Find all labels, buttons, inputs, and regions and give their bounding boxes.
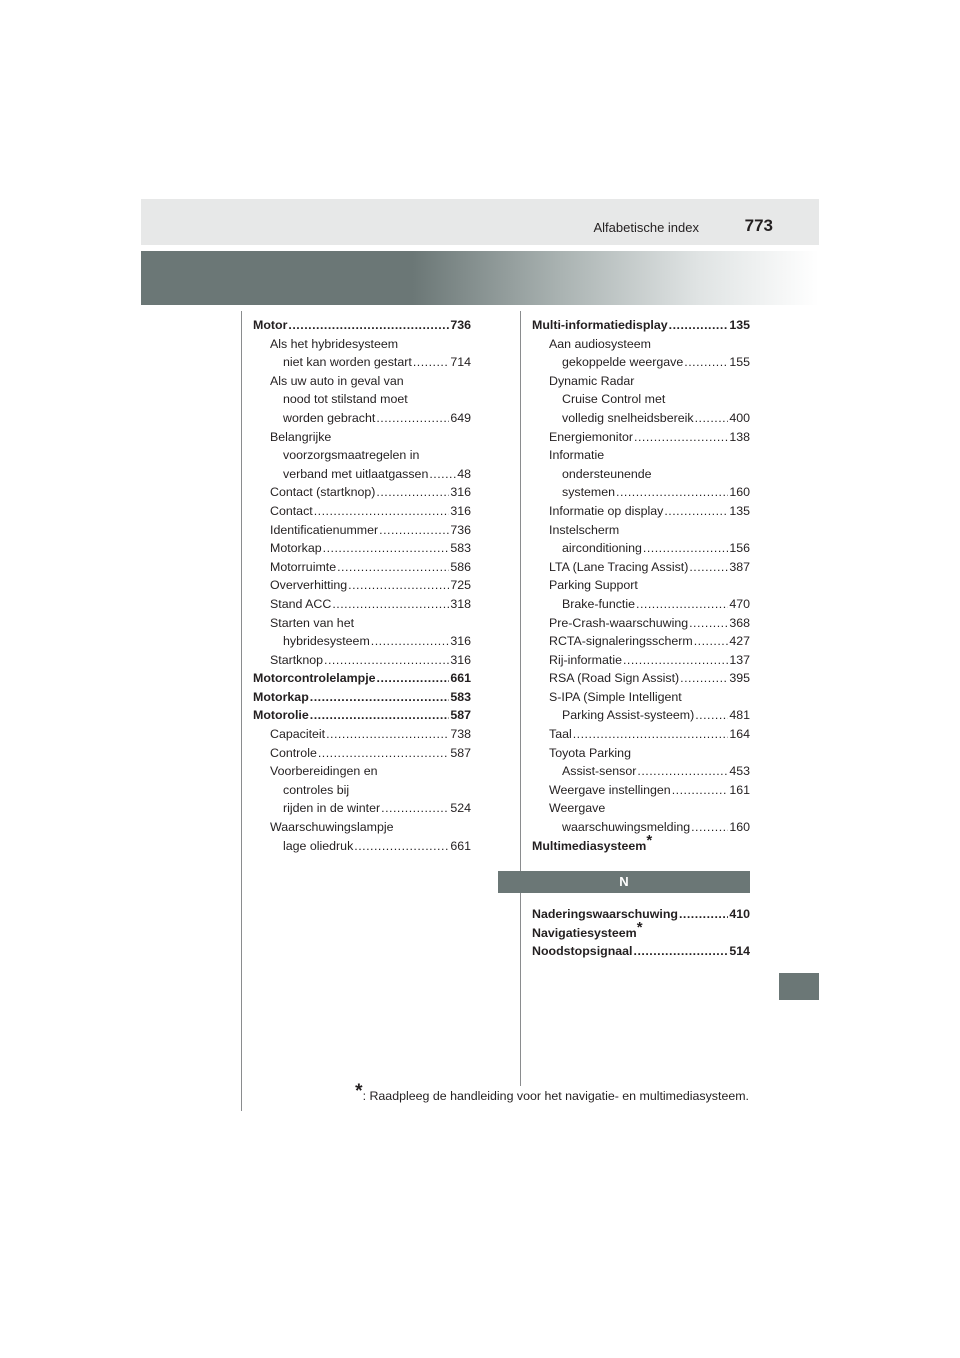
index-subentry: [532, 799, 750, 818]
entry-text: voorzorgsmaatregelen in: [283, 448, 420, 463]
index-subentry: [253, 614, 471, 633]
entry-text: systemen: [562, 485, 616, 500]
entry-text: Motorcontrolelampje: [253, 671, 376, 686]
page-reference: 156: [729, 541, 750, 556]
page-reference: 316: [450, 634, 471, 649]
header-band: [141, 199, 819, 245]
entry-text: Informatie: [549, 448, 605, 463]
page-reference: 583: [450, 689, 471, 704]
entry-text: Motorruimte: [270, 559, 337, 574]
page-reference: 738: [450, 727, 471, 742]
index-subentry: [532, 521, 750, 540]
page-reference: 368: [729, 615, 750, 630]
footnote: [355, 1081, 749, 1103]
page-reference: 48: [457, 466, 471, 481]
index-subentry: [532, 353, 750, 372]
page-reference: 514: [729, 944, 750, 959]
index-subentry: [532, 576, 750, 595]
page-reference: 318: [450, 596, 471, 611]
entry-text: niet kan worden gestart: [283, 355, 412, 370]
entry-text: Weergave instellingen: [549, 782, 671, 797]
page-reference: 481: [729, 708, 750, 723]
entry-text: gekoppelde weergave: [562, 355, 684, 370]
entry-text: Contact: [270, 503, 313, 518]
page-reference: 135: [729, 318, 750, 332]
page-reference: 736: [450, 318, 471, 332]
leader-dots: [288, 316, 449, 335]
index-subentry: [532, 558, 750, 577]
page-reference: 155: [729, 355, 750, 370]
entry-text: verband met uitlaatgassen: [283, 466, 429, 481]
index-entry: [253, 688, 471, 707]
index-subentry: [532, 632, 750, 651]
leader-dots: [689, 558, 728, 577]
page-reference: 160: [729, 820, 750, 835]
page-reference: 714: [450, 355, 471, 370]
leader-dots: [694, 632, 729, 651]
page-reference: 587: [450, 745, 471, 760]
entry-text: airconditioning: [562, 541, 642, 556]
page-reference: 725: [450, 578, 471, 593]
index-subentry: [253, 390, 471, 409]
index-entry: [532, 831, 750, 856]
leader-dots: [348, 576, 449, 595]
index-subentry: [532, 502, 750, 521]
entry-text: Oververhitting: [270, 578, 348, 593]
footnote-marker: *: [355, 1081, 363, 1102]
page-reference: 649: [450, 410, 471, 425]
entry-text: controles bij: [283, 782, 350, 797]
entry-text: RCTA-signaleringsscherm: [549, 634, 693, 649]
index-entry: [532, 942, 750, 961]
entry-text: Dynamic Radar: [549, 373, 635, 388]
page-reference: 470: [729, 596, 750, 611]
index-subentry: [532, 706, 750, 725]
index-subentry: [253, 558, 471, 577]
leader-dots: [643, 539, 728, 558]
leader-dots: [379, 521, 449, 540]
leader-dots: [636, 595, 728, 614]
index-subentry: [253, 799, 471, 818]
page-number: 773: [744, 216, 773, 235]
leader-dots: [323, 539, 450, 558]
index-subentry: [253, 725, 471, 744]
leader-dots: [310, 706, 450, 725]
page-reference: 587: [450, 708, 471, 723]
leader-dots: [376, 483, 449, 502]
entry-text: Multimediasysteem: [532, 838, 647, 853]
index-entry: [253, 316, 471, 335]
leader-dots: [689, 614, 728, 633]
leader-dots: [413, 353, 450, 372]
decorative-banner: [141, 251, 819, 305]
entry-text: Informatie op display: [549, 503, 664, 518]
entry-text: Als het hybridesysteem: [270, 336, 399, 351]
entry-text: Brake-functie: [562, 596, 636, 611]
entry-text: Stand ACC: [270, 596, 332, 611]
index-subentry: [532, 762, 750, 781]
page-reference: 137: [729, 652, 750, 667]
leader-dots: [680, 669, 728, 688]
leader-dots: [377, 669, 450, 688]
entry-text: waarschuwingsmelding: [562, 820, 691, 835]
index-subentry: [532, 335, 750, 354]
entry-text: Pre-Crash-waarschuwing: [549, 615, 689, 630]
index-subentry: [532, 651, 750, 670]
leader-dots: [381, 799, 449, 818]
entry-text: RSA (Road Sign Assist): [549, 671, 680, 686]
index-entry: [532, 316, 750, 335]
index-subentry: [253, 446, 471, 465]
index-subentry: [253, 465, 471, 484]
entry-text: Weergave: [549, 801, 606, 816]
page-reference: 661: [450, 838, 471, 853]
index-subentry: [253, 837, 471, 856]
leader-dots: [695, 409, 729, 428]
index-subentry: [253, 781, 471, 800]
page-reference: 387: [729, 559, 750, 574]
leader-dots: [376, 409, 449, 428]
page-reference: 400: [729, 410, 750, 425]
leader-dots: [337, 558, 449, 577]
asterisk-marker: *: [636, 918, 643, 936]
entry-text: Contact (startknop): [270, 485, 376, 500]
leader-dots: [616, 483, 728, 502]
index-subentry: [532, 465, 750, 484]
entry-text: Navigatiesysteem: [532, 925, 637, 940]
entry-text: Voorbereidingen en: [270, 764, 378, 779]
leader-dots: [573, 725, 729, 744]
footnote-text: : Raadpleeg de handleiding voor het navigatie- en multimediasysteem.: [362, 1089, 749, 1103]
index-subentry: [532, 725, 750, 744]
page-reference: 164: [729, 727, 750, 742]
leader-dots: [324, 651, 449, 670]
entry-text: Motorkap: [253, 689, 309, 704]
index-subentry: [532, 409, 750, 428]
entry-text: volledig snelheidsbereik: [562, 410, 694, 425]
entry-text: ondersteunende: [562, 466, 652, 481]
leader-dots: [371, 632, 450, 651]
asterisk-marker: *: [646, 831, 653, 849]
entry-text: Capaciteit: [270, 727, 326, 742]
leader-dots: [695, 706, 728, 725]
page-reference: 138: [729, 429, 750, 444]
entry-text: Assist-sensor: [562, 764, 637, 779]
index-subentry: [253, 818, 471, 837]
entry-text: Controle: [270, 745, 317, 760]
index-subentry: [532, 390, 750, 409]
index-subentry: [532, 372, 750, 391]
section-letter-bar: N: [498, 871, 750, 893]
entry-text: Parking Support: [549, 578, 638, 593]
leader-dots: [354, 837, 449, 856]
entry-text: lage oliedruk: [283, 838, 354, 853]
entry-text: Starten van het: [270, 615, 355, 630]
section-title: Alfabetische index: [593, 220, 699, 235]
index-subentry: [532, 595, 750, 614]
page-reference: 524: [450, 801, 471, 816]
entry-text: Noodstopsignaal: [532, 944, 633, 959]
index-subentry: [253, 651, 471, 670]
leader-dots: [679, 905, 728, 924]
index-subentry: [532, 744, 750, 763]
page-reference: 316: [450, 652, 471, 667]
entry-text: LTA (Lane Tracing Assist): [549, 559, 689, 574]
leader-dots: [326, 725, 449, 744]
index-subentry: [253, 762, 471, 781]
index-subentry: [253, 353, 471, 372]
index-subentry: [532, 539, 750, 558]
page-reference: 661: [450, 671, 471, 686]
entry-text: Taal: [549, 727, 572, 742]
index-subentry: [253, 428, 471, 447]
index-column-left: [253, 316, 471, 855]
entry-text: worden gebracht: [283, 410, 376, 425]
index-entry: [532, 918, 750, 943]
entry-text: Als uw auto in geval van: [270, 373, 404, 388]
index-subentry: [253, 595, 471, 614]
chapter-tab: [779, 973, 819, 1000]
leader-dots: [318, 744, 449, 763]
page-reference: 160: [729, 485, 750, 500]
entry-text: S-IPA (Simple Intelligent: [549, 689, 682, 704]
entry-text: Motor: [253, 318, 288, 332]
page-reference: 736: [450, 522, 471, 537]
entry-text: rijden in de winter: [283, 801, 381, 816]
index-subentry: [253, 483, 471, 502]
leader-dots: [634, 428, 728, 447]
entry-text: Motorkap: [270, 541, 322, 556]
index-subentry: [532, 446, 750, 465]
entry-text: Waarschuwingslampje: [270, 820, 394, 835]
index-entry: [253, 706, 471, 725]
leader-dots: [672, 781, 729, 800]
leader-dots: [684, 353, 728, 372]
entry-text: Energiemonitor: [549, 429, 634, 444]
leader-dots: [332, 595, 449, 614]
leader-dots: [310, 688, 450, 707]
entry-text: Motorolie: [253, 708, 309, 723]
leader-dots: [637, 762, 728, 781]
page-reference: 316: [450, 503, 471, 518]
entry-text: Belangrijke: [270, 429, 332, 444]
index-subentry: [253, 539, 471, 558]
entry-text: Multi-informatiedisplay: [532, 318, 668, 332]
page-reference: 427: [729, 634, 750, 649]
index-subentry: [253, 744, 471, 763]
index-column-right: [532, 316, 750, 961]
index-subentry: [532, 614, 750, 633]
index-subentry: [253, 576, 471, 595]
page-reference: 161: [729, 782, 750, 797]
index-subentry: [253, 409, 471, 428]
index-entry: [253, 669, 471, 688]
leader-dots: [314, 502, 450, 521]
page-reference: 586: [450, 559, 471, 574]
entry-text: Toyota Parking: [549, 745, 631, 760]
index-subentry: [253, 632, 471, 651]
entry-text: hybridesysteem: [283, 634, 370, 649]
leader-dots: [664, 502, 728, 521]
leader-dots: [623, 651, 728, 670]
entry-text: Startknop: [270, 652, 324, 667]
page-reference: 453: [729, 764, 750, 779]
index-subentry: [253, 372, 471, 391]
column-divider: [520, 311, 521, 1086]
left-margin-rule: [241, 311, 242, 1111]
index-subentry: [532, 669, 750, 688]
index-subentry: [532, 688, 750, 707]
index-subentry: [532, 483, 750, 502]
index-subentry: [532, 428, 750, 447]
entry-text: Instelscherm: [549, 522, 620, 537]
page-reference: 316: [450, 485, 471, 500]
index-subentry: [253, 502, 471, 521]
page-reference: 583: [450, 541, 471, 556]
index-subentry: [253, 521, 471, 540]
entry-text: Parking Assist-systeem): [562, 708, 695, 723]
leader-dots: [429, 465, 456, 484]
leader-dots: [691, 818, 728, 837]
index-subentry: [532, 818, 750, 837]
page-reference: 410: [729, 907, 750, 922]
page-reference: 395: [729, 671, 750, 686]
page-reference: 135: [729, 503, 750, 518]
leader-dots: [634, 942, 729, 961]
index-subentry: [532, 781, 750, 800]
entry-text: Cruise Control met: [562, 392, 666, 407]
entry-text: Identificatienummer: [270, 522, 379, 537]
entry-text: Aan audiosysteem: [549, 336, 651, 351]
entry-text: nood tot stilstand moet: [283, 392, 408, 407]
index-subentry: [253, 335, 471, 354]
entry-text: Naderingswaarschuwing: [532, 907, 678, 922]
entry-text: Rij-informatie: [549, 652, 622, 667]
leader-dots: [669, 316, 729, 335]
